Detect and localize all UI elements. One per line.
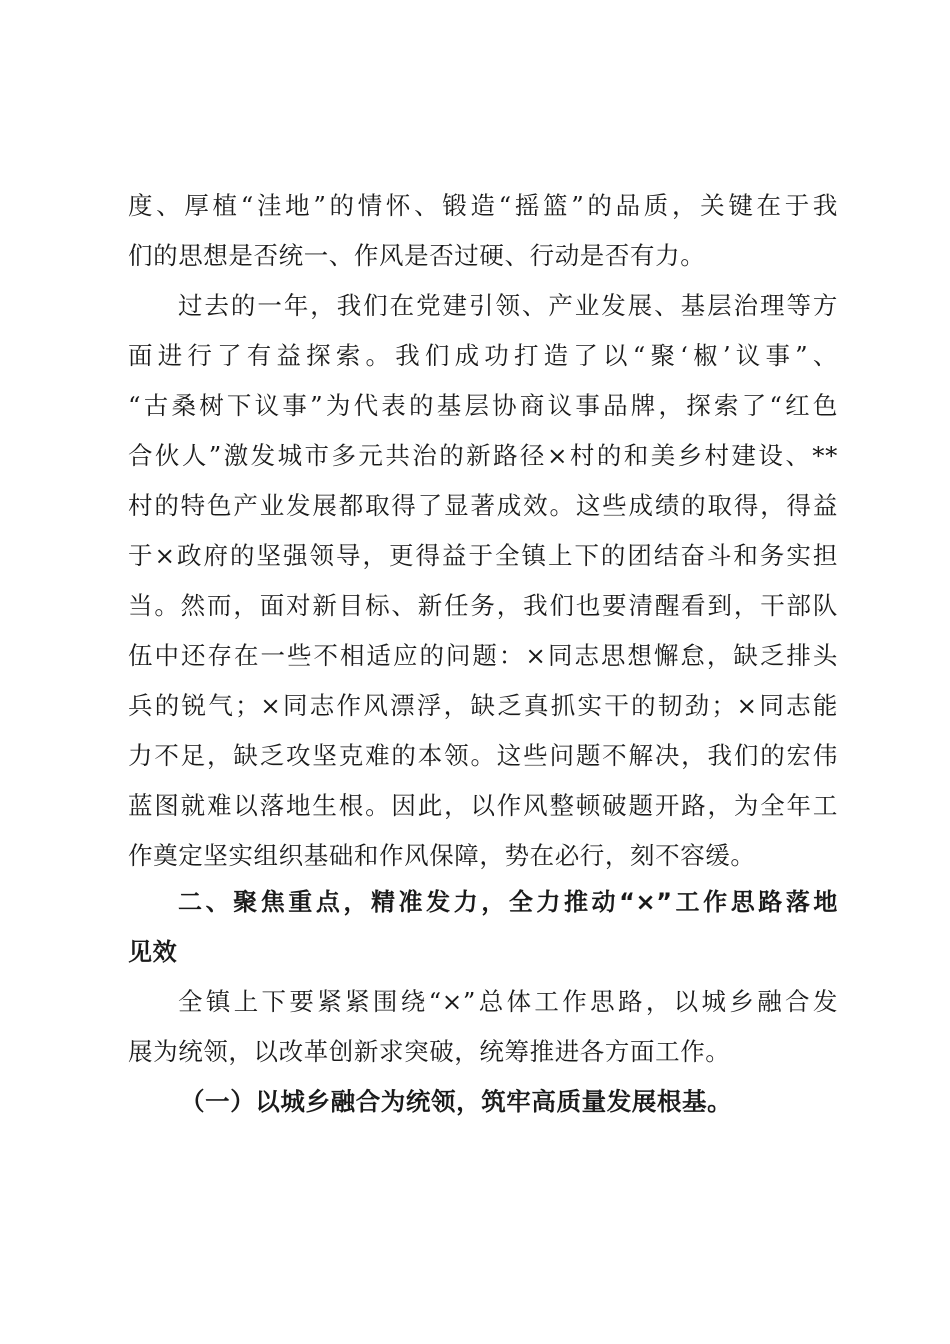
- body-text-line: 作奠定坚实组织基础和作风保障，势在必行，刻不容缓。: [128, 841, 756, 870]
- body-text-line: 面进行了有益探索。我们成功打造了以“聚‘椒’议事”、: [128, 341, 838, 370]
- body-text-line: 们的思想是否统一、作风是否过硬、行动是否有力。: [128, 241, 706, 270]
- body-text-line: “古桑树下议事”为代表的基层协商议事品牌，探索了“红色: [128, 391, 838, 420]
- body-text-line: 展为统领，以改革创新求突破，统筹推进各方面工作。: [128, 1037, 731, 1066]
- body-text-line: 蓝图就难以落地生根。因此，以作风整顿破题开路，为全年工: [128, 791, 838, 820]
- body-text-line: 伍中还存在一些不相适应的问题：×同志思想懈怠，缺乏排头: [128, 641, 838, 670]
- section-heading-line: 见效: [128, 938, 178, 966]
- body-text-line: 过去的一年，我们在党建引领、产业发展、基层治理等方: [178, 291, 838, 320]
- subsection-heading: （一）以城乡融合为统领，筑牢高质量发展根基。: [180, 1087, 733, 1116]
- body-text-line: 合伙人”激发城市多元共治的新路径×村的和美乡村建设、**: [128, 441, 838, 470]
- section-heading-line: 二、聚焦重点，精准发力，全力推动“×”工作思路落地: [178, 888, 838, 916]
- body-text-line: 力不足，缺乏攻坚克难的本领。这些问题不解决，我们的宏伟: [128, 741, 838, 770]
- body-text-line: 于×政府的坚强领导，更得益于全镇上下的团结奋斗和务实担: [128, 541, 838, 570]
- body-text-line: 度、厚植“洼地”的情怀、锻造“摇篮”的品质，关键在于我: [128, 191, 838, 220]
- body-text-line: 村的特色产业发展都取得了显著成效。这些成绩的取得，得益: [128, 491, 838, 520]
- body-text-line: 兵的锐气；×同志作风漂浮，缺乏真抓实干的韧劲；×同志能: [128, 691, 838, 720]
- body-text-line: 全镇上下要紧紧围绕“×”总体工作思路，以城乡融合发: [178, 987, 838, 1016]
- body-text-line: 当。然而，面对新目标、新任务，我们也要清醒看到，干部队: [128, 591, 838, 620]
